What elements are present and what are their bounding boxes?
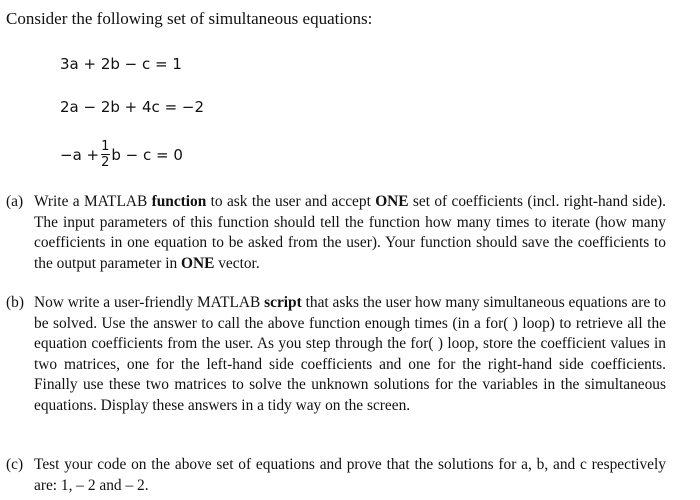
- question-part-a: [6, 192, 666, 274]
- equation-3: [60, 140, 183, 169]
- part-a-bold-one-2: ONE: [181, 254, 215, 272]
- part-b-bold-script: script: [264, 294, 302, 311]
- part-b-text-1: Now write a user-friendly MATLAB: [34, 294, 265, 311]
- fraction-numerator: 1: [101, 139, 110, 154]
- part-b-label: (b): [6, 294, 24, 311]
- question-part-b: [6, 293, 666, 416]
- part-a-text-1: Write a MATLAB: [34, 193, 152, 210]
- part-c-text: Test your code on the above set of equations and prove that the solutions for a, b, and c respectively are: 1, – 2 and – 2.: [34, 456, 666, 494]
- part-c-label: (c): [6, 456, 24, 473]
- equation-3-tail: b − c = 0: [111, 145, 183, 164]
- part-b-text: [34, 293, 666, 416]
- part-a-bold-one: ONE: [375, 193, 409, 210]
- part-b-text-2: that asks the user how many simultaneous equations are to be solved. Use the answer to call the above function enough times (in a for( ) loop) to retrieve all the equation coefficients from the user. As you step through the for( ) loop, store the coefficient values in two matrices, one for the left-hand side coefficients and one for the right-hand side coefficients. Finally use these two matrices to solve the unknown solutions for the variables in the simultaneous equations. Display these answers in a tidy way on the screen.: [34, 294, 667, 414]
- part-a-text-4: vector.: [214, 254, 260, 272]
- question-part-c: [6, 455, 666, 496]
- equation-3-lead: −a +: [60, 145, 100, 164]
- equation-1: 3a + 2b − c = 1: [60, 55, 182, 73]
- part-a-text: [34, 192, 666, 274]
- part-a-text-2: to ask the user and accept: [206, 193, 376, 210]
- part-a-text-3: set of coefficients (incl. right-hand side). The input parameters of this function should tell the function how many times to iterate (how many coefficients in one equation to be asked from the user). Your function should save the coefficients to the output parameter in: [34, 193, 666, 272]
- intro-text: Consider the following set of simultaneous equations:: [6, 9, 373, 28]
- part-a-bold-function: function: [151, 193, 207, 210]
- fraction-denominator: 2: [101, 155, 110, 170]
- part-a-label: (a): [6, 193, 24, 210]
- fraction-one-half: [100, 140, 110, 169]
- equation-2: 2a − 2b + 4c = −2: [60, 98, 205, 116]
